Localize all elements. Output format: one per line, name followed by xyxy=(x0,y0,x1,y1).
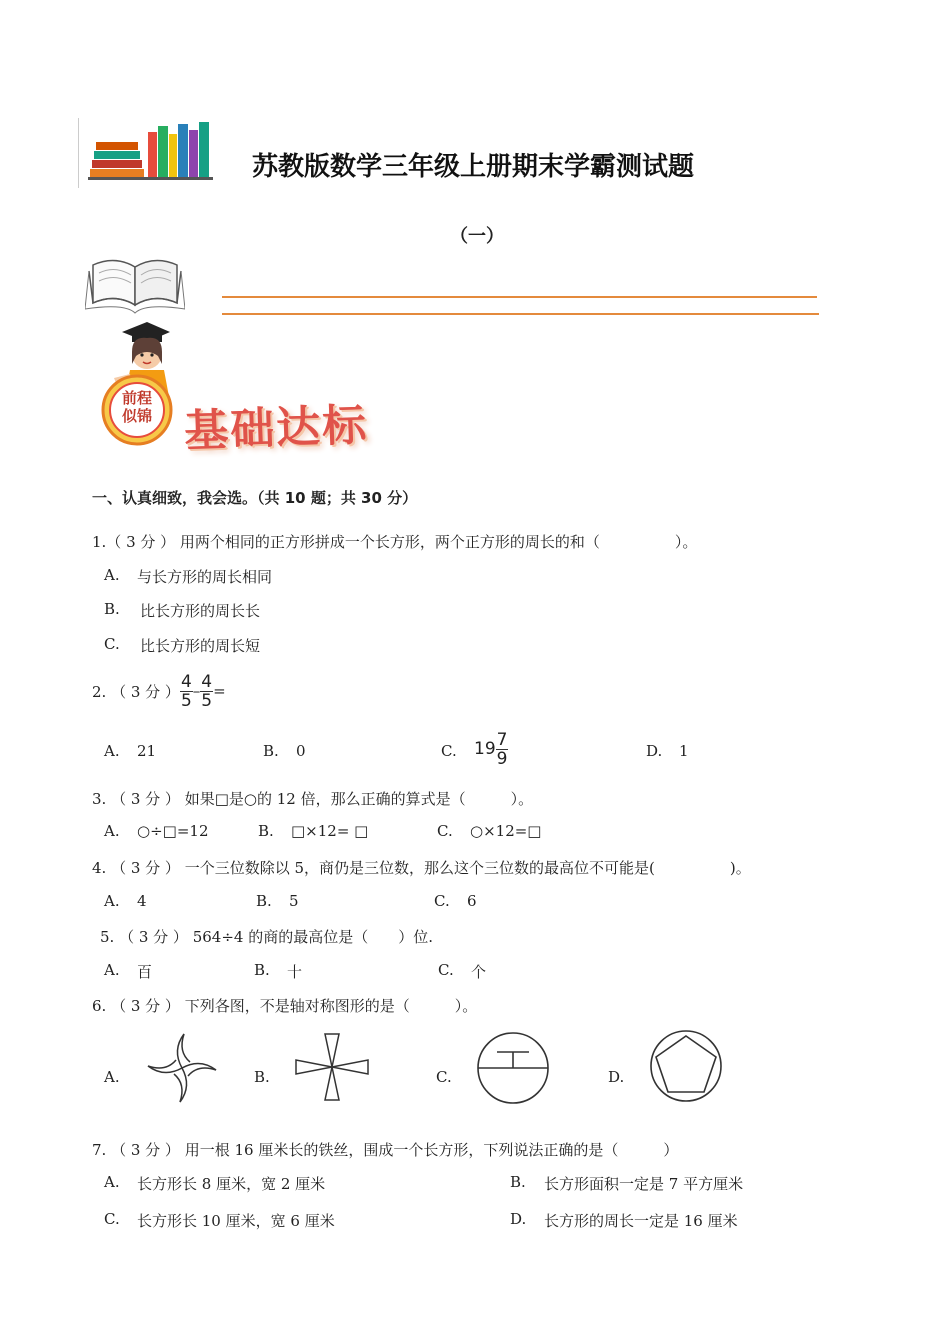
q6-stem: 6. （ 3 分 ） 下列各图，不是轴对称图形的是（ ）。 xyxy=(92,997,478,1015)
q1-option-c[interactable]: 比长方形的周长短 xyxy=(140,637,261,655)
section-heading: 一、认真细致，我会选。（共 10 题；共 30 分） xyxy=(92,489,418,507)
q3-stem: 3. （ 3 分 ） 如果□是○的 12 倍，那么正确的算式是（ ）。 xyxy=(92,790,534,808)
q6-option-a-label: A. xyxy=(104,1068,120,1086)
q2-option-d[interactable]: 1 xyxy=(679,742,689,760)
q2-option-b-label: B. xyxy=(263,742,279,760)
q2-option-a[interactable]: 21 xyxy=(137,742,157,760)
q2-fraction-2 xyxy=(200,673,213,710)
q2-f1-numerator: 4 xyxy=(180,671,192,692)
q7-option-d-label: D. xyxy=(510,1210,527,1228)
q6-option-b-label: B. xyxy=(254,1068,270,1086)
q5-option-b-label: B. xyxy=(254,961,270,979)
q2-option-b[interactable]: 0 xyxy=(296,742,306,760)
q7-option-c-label: C. xyxy=(104,1210,120,1228)
q1-stem: 1.（ 3 分 ） 用两个相同的正方形拼成一个长方形，两个正方形的周长的和（ ）。 xyxy=(92,533,698,551)
pentagon-in-circle-figure-icon[interactable] xyxy=(646,1028,726,1104)
q4-stem: 4. （ 3 分 ） 一个三位数除以 5，商仍是三位数，那么这个三位数的最高位不可能是( )。 xyxy=(92,859,751,877)
q4-option-a[interactable]: 4 xyxy=(137,892,147,910)
q3-option-c[interactable]: ○×12=□ xyxy=(470,822,542,840)
q2-option-c[interactable] xyxy=(474,728,508,770)
q5-option-a[interactable]: 百 xyxy=(137,963,153,981)
q5-stem: 5. （ 3 分 ） 564÷4 的商的最高位是（ ）位. xyxy=(100,928,433,946)
q7-option-b-label: B. xyxy=(510,1173,526,1191)
q3-option-a[interactable]: ○÷□=12 xyxy=(137,822,209,840)
q3-option-c-label: C. xyxy=(437,822,453,840)
header-divider xyxy=(78,118,79,188)
q2-equals: = xyxy=(213,682,226,700)
q2-fraction-1 xyxy=(180,673,193,710)
q7-option-d[interactable]: 长方形的周长一定是 16 厘米 xyxy=(544,1212,738,1230)
badge-line2: 似锦 xyxy=(121,407,152,425)
q7-option-b[interactable]: 长方形面积一定是 7 平方厘米 xyxy=(544,1175,744,1193)
q2-f2-denominator: 5 xyxy=(201,690,213,711)
page-title: 苏教版数学三年级上册期末学霸测试题 xyxy=(252,152,695,182)
q4-option-c[interactable]: 6 xyxy=(467,892,477,910)
q2-stem xyxy=(92,670,226,712)
q5-option-c-label: C. xyxy=(438,961,454,979)
q2-option-c-label: C. xyxy=(441,742,457,760)
q1-option-b-label: B. xyxy=(104,600,120,618)
section-banner: 基础达标 xyxy=(183,399,369,458)
q3-option-b-label: B. xyxy=(258,822,274,840)
q3-option-a-label: A. xyxy=(104,822,120,840)
q6-option-c-label: C. xyxy=(436,1068,452,1086)
q1-option-b[interactable]: 比长方形的周长长 xyxy=(140,602,261,620)
q2-option-d-label: D. xyxy=(646,742,663,760)
q2-c-numerator: 7 xyxy=(496,729,508,750)
page-subtitle: （一） xyxy=(450,226,504,247)
badge-label xyxy=(118,389,156,425)
q7-option-c[interactable]: 长方形长 10 厘米，宽 6 厘米 xyxy=(137,1212,335,1230)
q2-c-denominator: 9 xyxy=(496,748,508,769)
badge-line1: 前程 xyxy=(121,389,152,407)
q2-f2-numerator: 4 xyxy=(201,671,213,692)
q2-prefix: 2. （ 3 分 ） xyxy=(92,682,180,701)
q4-option-a-label: A. xyxy=(104,892,120,910)
q6-option-d-label: D. xyxy=(608,1068,625,1086)
q7-stem: 7. （ 3 分 ） 用一根 16 厘米长的铁丝，围成一个长方形，下列说法正确的是（ ） xyxy=(92,1141,679,1159)
q3-option-b[interactable]: □×12= □ xyxy=(291,822,369,840)
q5-option-c[interactable]: 个 xyxy=(471,963,487,981)
q7-option-a-label: A. xyxy=(104,1173,120,1191)
q5-option-b[interactable]: 十 xyxy=(287,963,303,981)
q2-f1-denominator: 5 xyxy=(180,690,192,711)
q2-option-a-label: A. xyxy=(104,742,120,760)
q1-option-c-label: C. xyxy=(104,635,120,653)
q1-option-a[interactable]: 与长方形的周长相同 xyxy=(137,568,273,586)
q7-option-a[interactable]: 长方形长 8 厘米，宽 2 厘米 xyxy=(137,1175,326,1193)
cross-petal-figure-icon[interactable] xyxy=(292,1030,372,1104)
q4-option-b-label: B. xyxy=(256,892,272,910)
q4-option-c-label: C. xyxy=(434,892,450,910)
q2-minus: – xyxy=(192,682,201,700)
q1-option-a-label: A. xyxy=(104,566,120,584)
pinwheel-figure-icon[interactable] xyxy=(142,1030,222,1106)
circle-symbol-figure-icon[interactable] xyxy=(473,1030,553,1106)
q2-c-fraction xyxy=(496,731,509,768)
books-icon xyxy=(88,120,213,182)
header-rule-bottom xyxy=(222,313,819,315)
open-book-icon xyxy=(85,253,185,317)
header-rule-top xyxy=(222,296,817,298)
q2-c-whole: 19 xyxy=(474,739,496,759)
q5-option-a-label: A. xyxy=(104,961,120,979)
q4-option-b[interactable]: 5 xyxy=(289,892,299,910)
